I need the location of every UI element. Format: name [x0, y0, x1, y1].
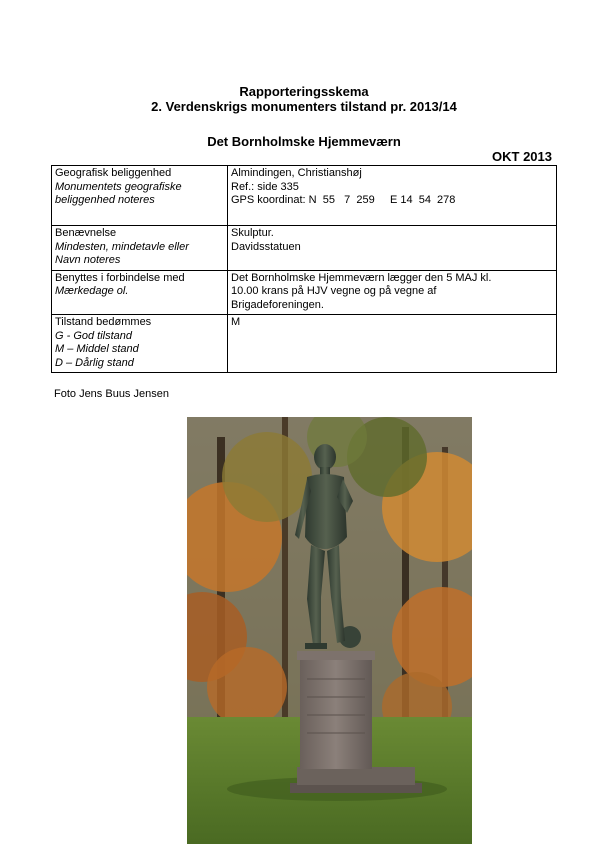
report-table	[51, 165, 557, 373]
field-value: Det Bornholmske Hjemmeværn lægger den 5 MAJ kl.	[231, 271, 492, 284]
field-label: Benævnelse	[55, 227, 117, 239]
field-value: Ref.: side 335	[231, 180, 299, 193]
field-label: Benyttes i forbindelse med	[55, 271, 185, 284]
field-value: M	[231, 316, 241, 328]
field-hint: beliggenhed noteres	[55, 194, 155, 206]
statue-photo	[187, 417, 472, 844]
field-hint: D – Dårlig stand	[55, 356, 134, 369]
field-hint: Navn noteres	[55, 254, 121, 266]
field-label: Tilstand bedømmes	[55, 316, 152, 328]
field-label: Geografisk beliggenhed	[55, 167, 172, 179]
photo-caption: Foto Jens Buus Jensen	[54, 388, 169, 400]
field-hint: Monumentets geografiske	[55, 180, 182, 193]
value-cell	[228, 166, 557, 226]
field-value: Skulptur.	[231, 227, 274, 239]
table-row	[52, 270, 557, 315]
field-value: GPS koordinat: N 55 7 259 E 14 54 278	[231, 194, 456, 206]
field-hint: Mindesten, mindetavle eller	[55, 240, 189, 253]
field-hint: G - God tilstand	[55, 329, 133, 342]
field-hint: Mærkedage ol.	[55, 285, 129, 297]
field-value: Davidsstatuen	[231, 240, 301, 253]
field-hint: M – Middel stand	[55, 343, 139, 355]
report-date: OKT 2013	[492, 149, 552, 164]
table-row	[52, 166, 557, 226]
field-value: Almindingen, Christianshøj	[231, 167, 362, 179]
table-row	[52, 226, 557, 271]
monument-name: Det Bornholmske Hjemmeværn	[207, 134, 401, 149]
value-cell	[228, 315, 557, 373]
table-row	[52, 315, 557, 373]
label-cell	[52, 226, 228, 271]
report-title: Rapporteringsskema	[239, 84, 369, 99]
value-cell	[228, 226, 557, 271]
report-subtitle-period: 2. Verdenskrigs monumenters tilstand pr. 2013/14	[151, 99, 457, 114]
field-value: Brigadeforeningen.	[231, 298, 324, 311]
value-cell	[228, 270, 557, 315]
label-cell	[52, 166, 228, 226]
label-cell	[52, 315, 228, 373]
label-cell	[52, 270, 228, 315]
field-value: 10.00 krans på HJV vegne og på vegne af	[231, 285, 437, 297]
